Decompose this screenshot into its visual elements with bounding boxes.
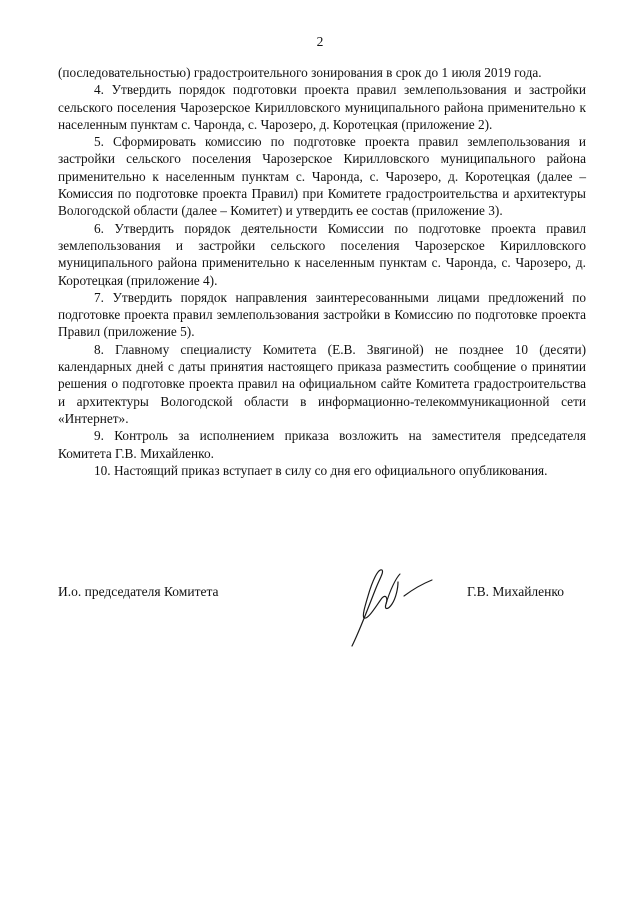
paragraph-continuation: (последовательностью) градостроительного зонирования в срок до 1 июля 2019 года. [58,65,542,80]
signatory-name: Г.В. Михайленко [467,584,565,599]
paragraph-item-5: 5. Сформировать комиссию по подготовке проекта правил землепользования и застройки сельского поселения Чарозерское Кирилловского муниципального района применительно к населенным пунктам с. Чаронда, с. Чарозеро, д. Коротецкая (далее – Комиссия по подготовке проекта Правил) при Комитете градостроительства и архитектуры Вологодской области (далее – Комитет) и утвердить ее состав (приложение 3). [58,134,586,219]
paragraph-item-6: 6. Утвердить порядок деятельности Комиссии по подготовке проекта правил землепользования и застройки сельского поселения Чарозерское Кирилловского муниципального района применительно к населенным пунктам с. Чаронда, с. Чарозеро, д. Коротецкая (приложение 4). [58,220,586,288]
handwritten-signature [338,560,438,650]
paragraph-item-9: 9. Контроль за исполнением приказа возложить на заместителя председателя Комитета Г.В. Михайленко. [58,428,586,461]
document-body [58,64,586,479]
paragraph-item-8: 8. Главному специалисту Комитета (Е.В. Звягиной) не позднее 10 (десяти) календарных дней с даты принятия настоящего приказа разместить сообщение о принятии решения о подготовке проекта правил на официальном сайте Комитета градостроительства и архитектуры Вологодской области в информационно-телекоммуникационной сети «Интернет». [58,341,586,426]
signatory-title: И.о. председателя Комитета [58,584,219,599]
paragraph-item-4: 4. Утвердить порядок подготовки проекта правил землепользования и застройки сельского поселения Чарозерское Кирилловского муниципального района применительно к населенным пунктам с. Чаронда, с. Чарозеро, д. Коротецкая (приложение 2). [58,82,586,132]
paragraph-item-10: 10. Настоящий приказ вступает в силу со дня его официального опубликования. [94,462,548,478]
page-number: 2 [316,34,324,49]
paragraph-item-7: 7. Утвердить порядок направления заинтересованными лицами предложений по подготовке проекта правил землепользования застройки в Комиссию по подготовке проекта Правил (приложение 5). [58,289,586,340]
